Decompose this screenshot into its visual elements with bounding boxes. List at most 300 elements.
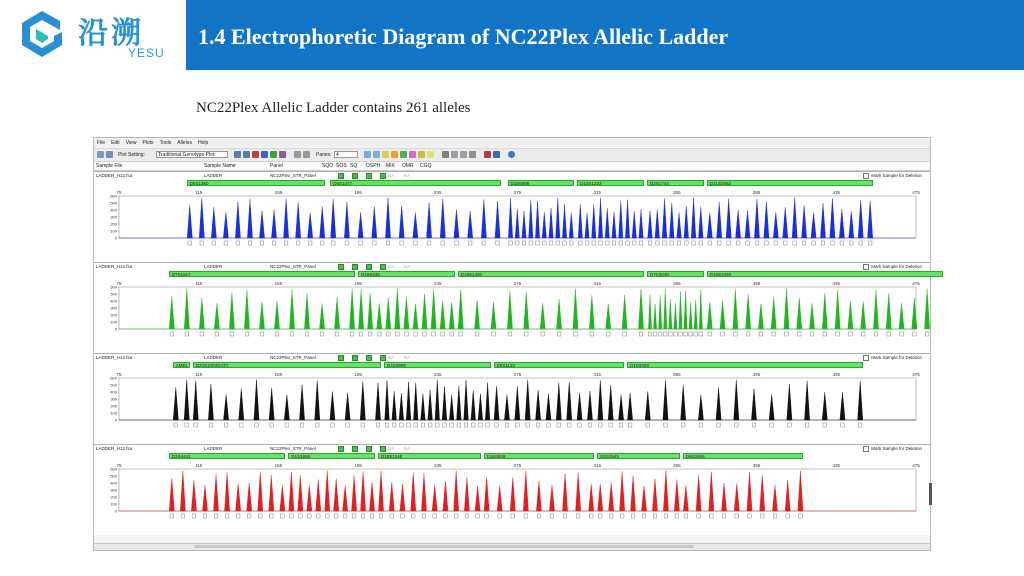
- allele-label-box: [831, 241, 835, 245]
- y-tick-label: 100: [110, 228, 117, 234]
- allele-label-box: [648, 241, 652, 245]
- allele-label-box: [694, 332, 698, 336]
- allele-label-box: [681, 423, 685, 427]
- allele-peak: [734, 483, 739, 511]
- allele-label-box: [471, 423, 475, 427]
- x-tick-label: 155: [274, 281, 283, 286]
- allele-peak: [684, 206, 689, 238]
- locus-bar[interactable]: D8S1132: [494, 362, 624, 368]
- menu-plots[interactable]: Plots: [142, 139, 154, 146]
- allele-peak: [598, 484, 603, 511]
- allele-peak: [334, 297, 339, 329]
- allele-label-box: [783, 241, 787, 245]
- allele-label-box: [457, 423, 461, 427]
- allele-peak: [334, 479, 339, 511]
- slide-subtitle: NC22Plex Allelic Ladder contains 261 alleles: [196, 100, 471, 116]
- allele-label-box: [609, 514, 613, 518]
- label-icon[interactable]: [427, 151, 434, 158]
- print-icon[interactable]: [97, 151, 104, 158]
- allele-label-box: [441, 332, 445, 336]
- locus-bar[interactable]: D10S1233: [577, 180, 644, 186]
- allele-peak: [428, 390, 433, 420]
- allele-peak: [632, 211, 636, 238]
- allele-peak: [522, 211, 526, 238]
- x-tick-label: 435: [832, 463, 841, 468]
- allele-label-box: [433, 514, 437, 518]
- allele-peak: [481, 200, 486, 238]
- allele-label-box: [272, 241, 276, 245]
- locus-bar[interactable]: D18S535: [358, 271, 455, 277]
- allele-peak: [235, 202, 240, 238]
- allele-peak: [259, 302, 264, 329]
- allele-peak: [648, 295, 651, 329]
- x-tick-label: 355: [673, 281, 681, 286]
- dye-panel-blue: [94, 171, 930, 262]
- menu-file[interactable]: File: [97, 139, 106, 146]
- allele-label-box: [793, 241, 797, 245]
- allele-peak: [413, 213, 418, 238]
- allele-peak: [525, 380, 530, 420]
- menu-view[interactable]: View: [125, 139, 137, 146]
- allele-peak: [184, 380, 189, 420]
- checkbox-icon[interactable]: [863, 173, 869, 179]
- allele-peak: [746, 294, 751, 329]
- allele-peak: [758, 304, 763, 329]
- allele-peak: [422, 294, 427, 329]
- allele-peak: [787, 384, 792, 420]
- locus-bar[interactable]: D6S1477: [330, 180, 500, 186]
- allele-label-box: [350, 332, 354, 336]
- allele-peak: [598, 198, 602, 238]
- allele-peak: [223, 212, 228, 238]
- allele-peak: [707, 212, 712, 238]
- allele-peak: [269, 475, 274, 511]
- allele-label-box: [307, 514, 311, 518]
- allele-peak: [653, 304, 656, 329]
- allele-label-box: [748, 514, 752, 518]
- allele-peak: [360, 471, 365, 511]
- allele-peak: [542, 212, 546, 238]
- allele-label-box: [648, 332, 652, 336]
- allele-peak: [630, 476, 635, 511]
- allele-label-box: [414, 423, 418, 427]
- allele-peak: [811, 213, 816, 238]
- allele-peak: [180, 471, 185, 511]
- allele-peak: [839, 209, 844, 238]
- mark-for-deletion-checkbox[interactable]: [863, 355, 922, 361]
- col-mix: MIX: [386, 163, 395, 169]
- allele-peak: [609, 482, 614, 511]
- show-red-icon[interactable]: [252, 151, 259, 158]
- horizontal-scrollbar[interactable]: [94, 543, 930, 550]
- allele-label-box: [805, 423, 809, 427]
- allele-peak: [858, 381, 863, 420]
- allele-label-box: [746, 241, 750, 245]
- locus-bar[interactable]: D18S888: [508, 180, 575, 186]
- scrollbar-thumb[interactable]: [194, 545, 694, 548]
- allele-label-box: [455, 241, 459, 245]
- allele-peak: [169, 296, 174, 329]
- quality-na: NA: [404, 173, 411, 178]
- allele-peak: [360, 382, 365, 420]
- quality-flag: [352, 355, 358, 361]
- menu-edit[interactable]: Edit: [111, 139, 120, 146]
- genemapper-window: [93, 137, 931, 551]
- company-logo: [0, 0, 186, 70]
- mark-for-deletion-checkbox[interactable]: [863, 446, 922, 452]
- y-tick-label: 300: [110, 396, 117, 402]
- allele-peak: [199, 198, 204, 238]
- allele-label-box: [529, 241, 533, 245]
- allele-label-box: [861, 332, 865, 336]
- allele-peak: [468, 211, 473, 238]
- x-tick-label: 475: [912, 463, 920, 468]
- allele-peak: [372, 207, 377, 238]
- allele-label-box: [475, 332, 479, 336]
- allele-peak: [868, 201, 873, 238]
- allele-peak: [224, 394, 229, 420]
- x-tick-label: 475: [912, 372, 920, 377]
- electropherogram-trace: [94, 277, 930, 353]
- allele-label-box: [468, 241, 472, 245]
- allele-label-box: [663, 332, 667, 336]
- allele-label-box: [386, 241, 390, 245]
- menu-tools[interactable]: Tools: [159, 139, 172, 146]
- allele-peak: [822, 293, 827, 329]
- grid-icon[interactable]: [442, 151, 449, 158]
- locus-bar[interactable]: D21S2062: [707, 180, 873, 186]
- locus-bar[interactable]: D8S1360: [187, 180, 325, 186]
- quality-flag: [352, 173, 358, 179]
- allele-label-box: [588, 423, 592, 427]
- allele-label-box: [524, 332, 528, 336]
- x-tick-label: 75: [116, 190, 122, 195]
- allele-peak: [684, 291, 687, 329]
- locus-bar[interactable]: D1S3328: [627, 362, 863, 368]
- allele-peak: [330, 391, 335, 420]
- allele-label-box: [495, 423, 499, 427]
- allele-peak: [735, 210, 740, 238]
- allele-label-box: [385, 423, 389, 427]
- y-tick-label: 0: [114, 326, 117, 332]
- allele-label-box: [632, 241, 636, 245]
- allele-label-box: [316, 514, 320, 518]
- quality-flag: [380, 446, 386, 452]
- allele-label-box: [400, 241, 404, 245]
- allele-label-box: [658, 332, 662, 336]
- show-green-icon[interactable]: [270, 151, 277, 158]
- grid-icon[interactable]: [460, 151, 467, 158]
- grid-icon[interactable]: [469, 151, 476, 158]
- allele-peak: [413, 383, 418, 420]
- mark-for-deletion-checkbox[interactable]: [863, 264, 922, 270]
- allele-label-box: [345, 241, 349, 245]
- allele-label-box: [760, 514, 764, 518]
- allele-label-box: [802, 241, 806, 245]
- export-icon[interactable]: [106, 151, 113, 158]
- label-icon[interactable]: [391, 151, 398, 158]
- allele-peak: [716, 388, 721, 420]
- allele-peak: [350, 289, 355, 329]
- allele-peak: [247, 199, 252, 238]
- locus-bar[interactable]: D16S539: [484, 453, 595, 459]
- allele-label-box: [492, 332, 496, 336]
- locus-bar[interactable]: D18S1400: [458, 271, 644, 277]
- allele-label-box: [464, 423, 468, 427]
- x-tick-label: 195: [354, 372, 362, 377]
- quality-na: NA: [404, 355, 411, 360]
- allele-label-box: [214, 514, 218, 518]
- allele-label-box: [258, 514, 262, 518]
- allele-peak: [385, 380, 390, 420]
- slide-title: 1.4 Electrophoretic Diagram of NC22Plex Allelic Ladder: [198, 24, 729, 49]
- y-tick-label: 400: [110, 298, 117, 304]
- pane-icon[interactable]: [373, 151, 380, 158]
- allele-label-box: [810, 332, 814, 336]
- allele-peak: [449, 395, 454, 420]
- allele-label-box: [405, 332, 409, 336]
- allele-peak: [247, 483, 252, 511]
- electropherogram-trace: [94, 459, 930, 535]
- x-tick-label: 475: [912, 281, 920, 286]
- allele-peak: [798, 471, 803, 511]
- panel-name: NC22Plex_STR_Panel: [270, 355, 316, 360]
- col-omr: OMR: [402, 163, 414, 169]
- allele-label-box: [224, 423, 228, 427]
- col-sos: SOS: [336, 163, 347, 169]
- table-icon[interactable]: [294, 151, 301, 158]
- allele-label-box: [212, 241, 216, 245]
- x-tick-label: 155: [274, 463, 283, 468]
- x-tick-label: 395: [752, 281, 761, 286]
- allele-label-box: [722, 514, 726, 518]
- panes-select[interactable]: 4: [334, 151, 358, 158]
- allele-peak: [485, 383, 490, 420]
- allele-peak: [406, 382, 411, 420]
- help-icon[interactable]: [508, 151, 515, 158]
- allele-peak: [546, 394, 551, 420]
- x-tick-label: 275: [513, 190, 522, 195]
- label-icon[interactable]: [409, 151, 416, 158]
- allele-label-box: [590, 332, 594, 336]
- allele-peak: [320, 206, 325, 238]
- allele-label-box: [773, 514, 777, 518]
- allele-peak: [413, 304, 418, 329]
- locus-bar[interactable]: D3S3645: [597, 453, 680, 459]
- locus-bar[interactable]: D6S2506: [683, 453, 804, 459]
- allele-label-box: [664, 514, 668, 518]
- allele-peak: [619, 201, 623, 238]
- allele-label-box: [821, 241, 825, 245]
- allele-peak: [269, 388, 274, 420]
- allele-peak: [523, 471, 528, 511]
- plot-setting-label: Plot Setting:: [118, 152, 145, 158]
- allele-label-box: [547, 423, 551, 427]
- allele-label-box: [335, 332, 339, 336]
- y-tick-label: 200: [110, 403, 117, 409]
- sample-file-name: LADDER_H12.fsa: [96, 446, 133, 451]
- y-tick-label: 100: [110, 501, 117, 507]
- allele-label-box: [396, 332, 400, 336]
- locus-bar[interactable]: D7S1517: [169, 271, 355, 277]
- menu-help[interactable]: Help: [197, 139, 209, 146]
- allele-label-box: [619, 423, 623, 427]
- label-icon[interactable]: [418, 151, 425, 158]
- locus-bar[interactable]: D3S4441: [169, 453, 286, 459]
- allele-label-box: [390, 514, 394, 518]
- allele-label-box: [421, 423, 425, 427]
- locus-bar[interactable]: D19S2326: [707, 271, 943, 277]
- allele-label-box: [697, 514, 701, 518]
- allele-peak: [858, 200, 863, 238]
- allele-label-box: [476, 514, 480, 518]
- list-icon[interactable]: [303, 151, 310, 158]
- allele-label-box: [674, 332, 678, 336]
- allele-peak: [478, 394, 483, 420]
- allele-peak: [229, 293, 234, 329]
- allele-label-box: [260, 332, 264, 336]
- locus-bar[interactable]: D7S3048: [647, 271, 704, 277]
- quality-na: NA: [404, 264, 411, 269]
- grid-icon[interactable]: [451, 151, 458, 158]
- allele-label-box: [755, 241, 759, 245]
- allele-peak: [214, 303, 219, 329]
- allele-label-box: [675, 514, 679, 518]
- allele-peak: [773, 212, 778, 238]
- allele-peak: [440, 198, 445, 238]
- allele-label-box: [576, 514, 580, 518]
- locus-bar[interactable]: D1S1665: [288, 453, 375, 459]
- allele-label-box: [450, 423, 454, 427]
- allele-peak: [457, 386, 462, 420]
- allele-label-box: [450, 332, 454, 336]
- sample-name: LADDER: [204, 173, 223, 178]
- quality-flag: [366, 264, 372, 270]
- locus-bar[interactable]: D22S1003GATA: [193, 362, 381, 368]
- allele-label-box: [549, 241, 553, 245]
- allele-peak: [694, 300, 697, 329]
- allele-label-box: [377, 332, 381, 336]
- allele-label-box: [320, 332, 324, 336]
- allele-label-box: [628, 423, 632, 427]
- allele-label-box: [479, 423, 483, 427]
- menu-alleles[interactable]: Alleles: [177, 139, 192, 146]
- x-tick-label: 275: [513, 372, 522, 377]
- allele-label-box: [443, 423, 447, 427]
- checkbox-icon[interactable]: [863, 264, 869, 270]
- allele-peak: [421, 474, 426, 511]
- x-tick-label: 235: [434, 281, 442, 286]
- plot-setting-select[interactable]: Traditional Genotype Plot: [156, 151, 228, 158]
- allele-label-box: [653, 514, 657, 518]
- allele-label-box: [215, 332, 219, 336]
- quality-flag: [338, 173, 344, 179]
- allele-label-box: [689, 332, 693, 336]
- allele-peak: [745, 210, 750, 238]
- allele-peak: [508, 198, 512, 238]
- checkbox-icon[interactable]: [863, 446, 869, 452]
- allele-label-box: [735, 514, 739, 518]
- quality-flag: [352, 264, 358, 270]
- locus-bar[interactable]: D4S2809: [384, 362, 491, 368]
- allele-label-box: [245, 332, 249, 336]
- allele-peak: [187, 205, 192, 238]
- allele-label-box: [708, 332, 712, 336]
- allele-peak: [454, 209, 459, 238]
- allele-label-box: [799, 514, 803, 518]
- allele-label-box: [849, 241, 853, 245]
- allele-peak: [440, 300, 445, 329]
- locus-bar[interactable]: D18S1248: [378, 453, 481, 459]
- mark-for-deletion-checkbox[interactable]: [863, 173, 922, 179]
- x-tick-label: 315: [593, 372, 601, 377]
- x-tick-label: 155: [274, 190, 283, 195]
- y-tick-label: 500: [110, 200, 117, 206]
- allele-label-box: [786, 514, 790, 518]
- x-tick-label: 355: [673, 190, 681, 195]
- allele-peak: [536, 481, 541, 511]
- highlight-icon[interactable]: [382, 151, 389, 158]
- zoom-out-icon[interactable]: [243, 151, 250, 158]
- pane-icon[interactable]: [364, 151, 371, 158]
- allele-label-box: [717, 241, 721, 245]
- allele-peak: [540, 303, 545, 329]
- marker-icon[interactable]: [484, 151, 491, 158]
- y-tick-label: 600: [110, 193, 117, 199]
- allele-label-box: [679, 332, 683, 336]
- allele-label-box: [823, 332, 827, 336]
- quality-flag: [338, 355, 344, 361]
- allele-peak: [625, 200, 629, 238]
- panel-name: NC22Plex_STR_Panel: [270, 173, 316, 178]
- allele-peak: [392, 391, 397, 420]
- locus-bar[interactable]: D2S1744: [647, 180, 704, 186]
- chevron-up-icon[interactable]: [493, 151, 500, 158]
- allele-label-box: [203, 514, 207, 518]
- locus-bar[interactable]: AMEL: [173, 362, 190, 368]
- allele-label-box: [836, 332, 840, 336]
- allele-peak: [772, 485, 777, 511]
- allele-peak: [283, 199, 288, 238]
- allele-peak: [400, 484, 405, 511]
- overlay-icon[interactable]: [279, 151, 286, 158]
- allele-peak: [598, 380, 603, 420]
- allele-label-box: [185, 423, 189, 427]
- allele-peak: [549, 208, 553, 238]
- allele-label-box: [913, 332, 917, 336]
- allele-label-box: [308, 241, 312, 245]
- x-tick-label: 115: [195, 281, 203, 286]
- quality-flag: [380, 355, 386, 361]
- label-icon[interactable]: [400, 151, 407, 158]
- x-tick-label: 235: [434, 372, 442, 377]
- allele-label-box: [526, 423, 530, 427]
- zoom-in-icon[interactable]: [234, 151, 241, 158]
- allele-label-box: [454, 514, 458, 518]
- checkbox-icon[interactable]: [863, 355, 869, 361]
- allele-label-box: [281, 514, 285, 518]
- allele-label-box: [444, 514, 448, 518]
- allele-peak: [495, 201, 500, 238]
- show-blue-icon[interactable]: [261, 151, 268, 158]
- allele-peak: [280, 486, 285, 511]
- y-tick-label: 200: [110, 494, 117, 500]
- allele-label-box: [200, 241, 204, 245]
- allele-peak: [368, 293, 373, 329]
- x-tick-label: 235: [434, 190, 442, 195]
- y-tick-label: 400: [110, 389, 117, 395]
- allele-peak: [605, 208, 609, 238]
